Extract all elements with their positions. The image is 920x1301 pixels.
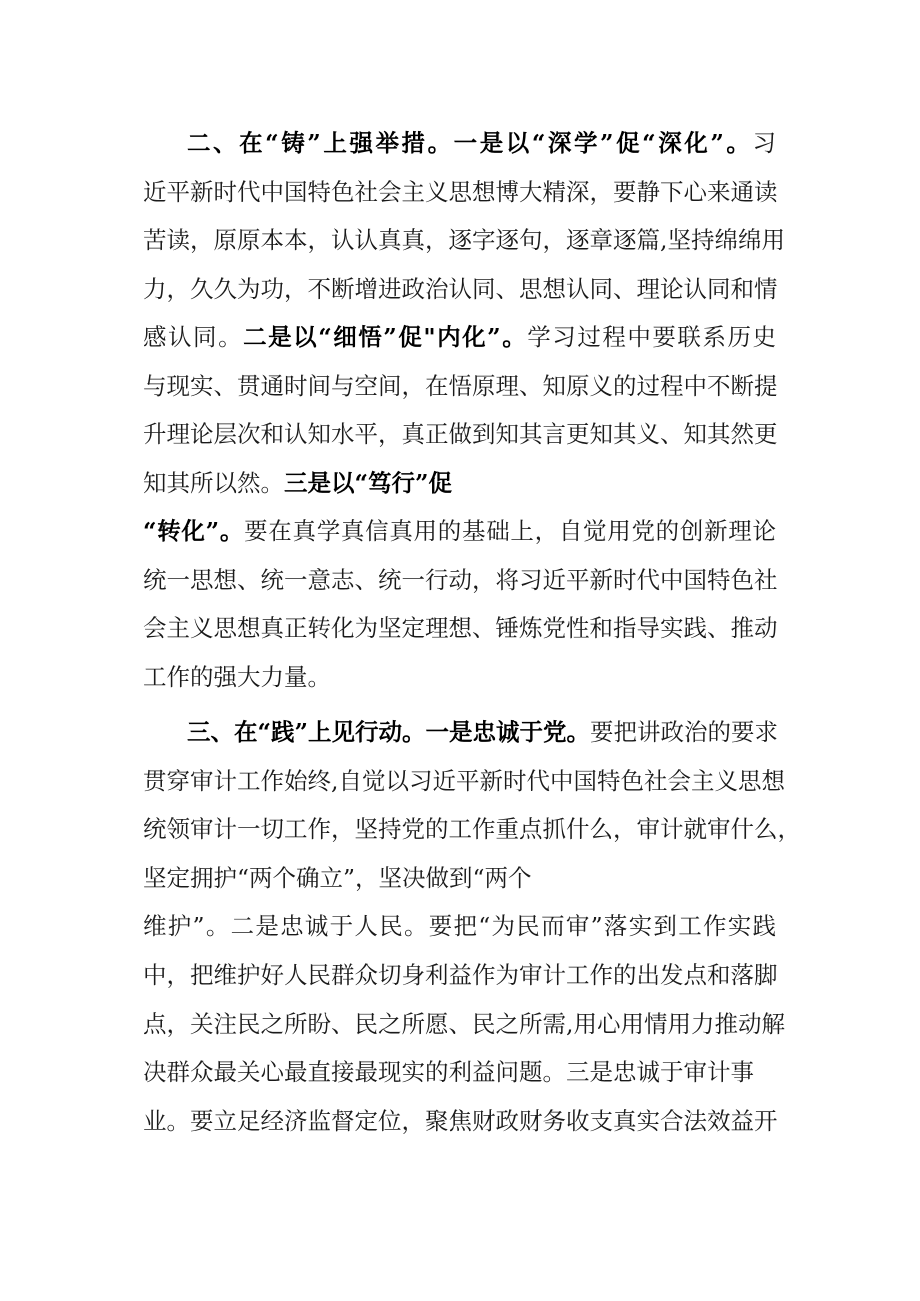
text-line bbox=[143, 371, 776, 401]
text-line bbox=[187, 717, 779, 747]
bold-heading-text: 二是以“细悟”促"内化”。 bbox=[243, 323, 528, 351]
body-text: 感认同。 bbox=[143, 323, 244, 351]
text-line bbox=[143, 911, 776, 941]
text-line bbox=[187, 128, 776, 158]
text-line bbox=[143, 960, 776, 990]
body-text: 近平新时代中国特色社会主义思想博大精深，要静下心来通读 bbox=[143, 177, 778, 206]
bold-heading-text: “转化”。 bbox=[143, 517, 245, 545]
text-line bbox=[143, 516, 776, 546]
body-text: 与现实、贯通时间与空间，在悟原理、知原义的过程中不断提 bbox=[143, 371, 778, 400]
text-line bbox=[143, 613, 776, 643]
body-text: 坚定拥护“两个确立”，坚决做到“两个 bbox=[143, 863, 532, 892]
body-text: 统领审计一切工作，坚持党的工作重点抓什么，审计就审什么， bbox=[143, 815, 801, 844]
text-line bbox=[143, 225, 785, 255]
body-text: 维护”。二是忠诚于人民。要把“为民而审”落实到工作实践 bbox=[143, 912, 776, 941]
body-text: 要在真学真信真用的基础上，自觉用党的创新理论 bbox=[244, 517, 776, 545]
body-text: 会主义思想真正转化为坚定理想、锤炼党性和指导实践、推动 bbox=[143, 614, 778, 642]
bold-heading-text: 三、在“践”上见行动。一是忠诚于党。 bbox=[187, 718, 591, 746]
body-text: 业。要立足经济监督定位，聚焦财政财务收支真实合法效益开 bbox=[143, 1106, 778, 1135]
body-text: 点，关注民之所盼、民之所愿、民之所需,用心用情用力推动解 bbox=[143, 1009, 785, 1038]
text-line bbox=[143, 863, 776, 893]
text-line bbox=[143, 1106, 776, 1136]
text-line bbox=[143, 468, 776, 498]
body-text: 工作的强大力量。 bbox=[143, 662, 331, 691]
text-line bbox=[143, 177, 776, 207]
text-line bbox=[143, 322, 776, 352]
body-text: 习 bbox=[752, 129, 776, 157]
body-text: 知其所以然。 bbox=[143, 468, 284, 497]
text-line bbox=[143, 662, 776, 692]
text-line bbox=[143, 1057, 776, 1087]
text-line bbox=[143, 814, 801, 844]
text-line bbox=[143, 1009, 785, 1039]
text-line bbox=[143, 419, 776, 449]
body-text: 决群众最关心最直接最现实的利益问题。三是忠诚于审计事 bbox=[143, 1058, 754, 1087]
text-line bbox=[143, 274, 776, 304]
bold-heading-text: 二、在“铸”上强举措。一是以“深学”促“深化”。 bbox=[187, 129, 753, 157]
body-text: 中，把维护好人民群众切身利益作为审计工作的出发点和落脚 bbox=[143, 961, 778, 989]
body-text: 力，久久为功，不断增进政治认同、思想认同、理论认同和情 bbox=[143, 274, 778, 303]
bold-heading-text: 三是以“笃行”促 bbox=[284, 468, 453, 497]
body-text: 学习过程中要联系历史 bbox=[527, 323, 777, 351]
body-text: 升理论层次和认知水平，真正做到知其言更知其义、知其然更 bbox=[143, 420, 778, 448]
body-text: 苦读，原原本本，认认真真，逐字逐句，逐章逐篇,坚持绵绵用 bbox=[143, 226, 785, 254]
body-text: 统一思想、统一意志、统一行动，将习近平新时代中国特色社 bbox=[143, 565, 778, 594]
text-line bbox=[143, 766, 785, 796]
body-text: 贯穿审计工作始终,自觉以习近平新时代中国特色社会主义思想 bbox=[143, 766, 785, 795]
text-line bbox=[143, 565, 776, 595]
body-text: 要把讲政治的要求 bbox=[590, 718, 779, 746]
